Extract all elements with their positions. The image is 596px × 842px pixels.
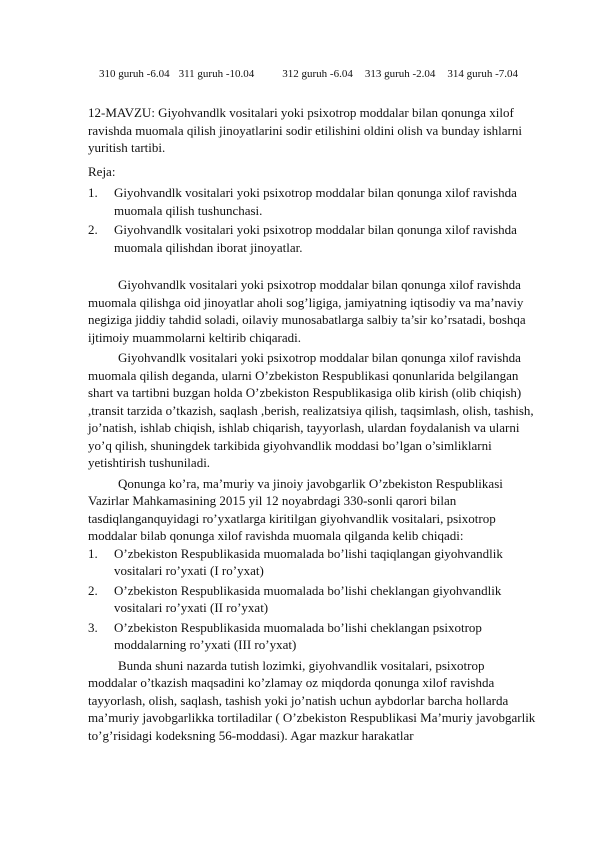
schedule-item-number: 3.: [88, 619, 98, 635]
body-paragraph: Qonunga ko’ra, ma’muriy va jinoiy javobgarlik O’zbekiston Respublikasi Vazirlar Mahkamasining 2015 yil 12 noyabrdagi 330-sonli qarori bilan tasdiqlanganquyidagi ro’yxatlarga kiritilgan giyohvandlik vositalari, psixotrop moddalar bilab qonunga xilof ravishda muomala qilganda kelib chiqadi:: [88, 475, 503, 543]
document-body: [88, 104, 536, 744]
body-paragraph: Giyohvandlk vositalari yoki psixotrop moddalar bilan qonunga xilof ravishda muomala qilishga oid jinoyatlar aholi sog’ligiga, jamiyatning iqtisodiy va ma’naviy negiziga jiddiy tahdid soladi, oilaviy munosabatlarga salbiy ta’sir ko’rsatadi, boshqa ijtimoiy muammolarni keltirib chiqaradi.: [88, 277, 526, 345]
topic-title: 12-MAVZU: Giyohvandlk vositalari yoki psixotrop moddalar bilan qonunga xilof ravishda muomala qilish jinoyatlarini sodir etilishini oldini olish va bunday ishlarni yuritish tartibi.: [88, 105, 523, 155]
schedule-item-number: 2.: [88, 582, 98, 598]
group-schedule-item: 314 guruh -7.04: [447, 68, 518, 80]
schedule-list-item: [88, 619, 536, 654]
plan-item: [88, 184, 536, 219]
schedule-item-number: 1.: [88, 545, 98, 561]
group-schedule-item: 313 guruh -2.04: [364, 68, 436, 80]
schedule-list-item: [88, 545, 536, 580]
plan-item-text: Giyohvandlk vositalari yoki psixotrop moddalar bilan qonunga xilof ravishda muomala qilishdan iborat jinoyatlar.: [114, 222, 517, 255]
schedule-item-text: O’zbekiston Respublikasida muomalada bo’lishi cheklangan psixotrop moddalarning ro’yxati (III ro’yxat): [114, 619, 482, 652]
plan-list: [88, 184, 536, 256]
group-schedule-line: [88, 56, 518, 92]
plan-item: [88, 221, 536, 256]
group-schedule-item: 310 guruh -6.04: [99, 68, 170, 80]
body-paragraph: Giyohvandlk vositalari yoki psixotrop moddalar bilan qonunga xilof ravishda muomala qilish deganda, ularni O’zbekiston Respublikasi qonunlarida belgilangan shart va tartibni buzgan holda O’zbekiston Respublikasiga olib kirish (olib chiqish) ,transit tarzida o’tkazish, saqlash ,berish, realizatsiya qilish, taqsimlash, olish, tashish, jo’natish, ishlab chiqish, ishlab chiqarish, tayyorlash, ulardan foydalanish va ularni yo’q qilish, shuningdek tarkibida giyohvandlik moddasi bo’lgan o’simliklarni yetishtirish tushuniladi.: [88, 350, 534, 470]
group-schedule-item: 311 guruh -10.04: [178, 68, 255, 80]
plan-item-number: 2.: [88, 222, 98, 237]
schedule-item-text: O’zbekiston Respublikasida muomalada bo’lishi cheklangan giyohvandlik vositalari ro’yxati (II ro’yxat): [114, 582, 502, 615]
schedule-list-item: [88, 582, 536, 617]
plan-item-number: 1.: [88, 185, 98, 200]
group-schedule-item: 312 guruh -6.04: [282, 68, 353, 80]
plan-label: Reja:: [88, 163, 116, 179]
plan-item-text: Giyohvandlk vositalari yoki psixotrop moddalar bilan qonunga xilof ravishda muomala qilish tushunchasi.: [114, 185, 517, 218]
body-paragraph: Bunda shuni nazarda tutish lozimki, giyohvandlik vositalari, psixotrop moddalar o’tkazish maqsadini ko’zlamay oz miqdorda qonunga xilof ravishda tayyorlash, olish, saqlash, tashish yoki jo’natish uchun aybdorlar barcha hollarda ma’muriy javobgarlikka tortiladilar ( O’zbekiston Respublikasi Ma’muriy javobgarlik to’g’risidagi kodeksning 56-moddasi). Agar mazkur harakatlar: [88, 657, 536, 743]
schedule-item-text: O’zbekiston Respublikasida muomalada bo’lishi taqiqlangan giyohvandlik vositalari ro’yxati (I ro’yxat): [114, 545, 503, 578]
spacer: [88, 258, 536, 276]
schedule-list: [88, 545, 536, 654]
